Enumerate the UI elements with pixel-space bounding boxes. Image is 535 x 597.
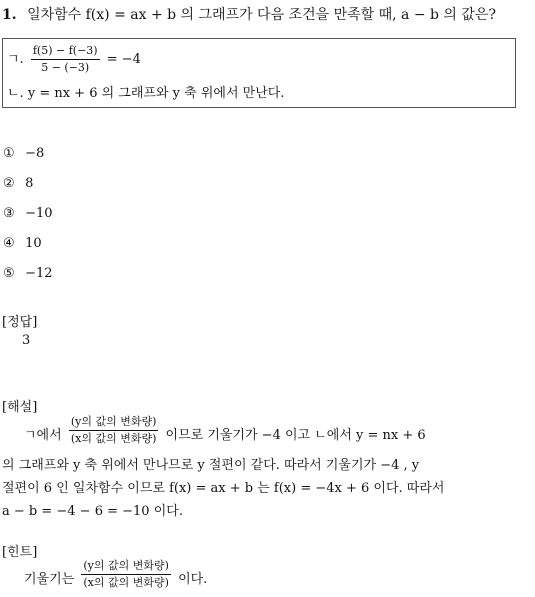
choice-4-value: 10: [25, 236, 42, 251]
choice-3-value: −10: [25, 206, 53, 221]
choice-4-marker: ④: [3, 236, 15, 251]
question-text: 일차함수 f(x) = ax + b 의 그래프가 다음 조건을 만족할 때, a − b 의 값은?: [27, 7, 496, 23]
hint-fraction: [81, 559, 171, 590]
choice-5-value: −12: [25, 266, 53, 281]
condition-1-denominator: 5 − (−3): [41, 61, 90, 74]
hint-label: [힌트]: [2, 545, 38, 560]
answer-value: 3: [22, 333, 31, 348]
choice-1-marker: ①: [3, 146, 15, 161]
hint-line: [24, 559, 207, 597]
choice-5-marker: ⑤: [3, 266, 15, 281]
choice-3[interactable]: [3, 206, 53, 221]
choice-2-marker: ②: [3, 176, 15, 191]
condition-1-marker: ㄱ.: [7, 52, 24, 67]
choice-1-value: −8: [25, 146, 45, 161]
condition-1: [7, 44, 141, 75]
hint-post: 이다.: [178, 572, 208, 587]
condition-2-text: y = nx + 6 의 그래프와 y 축 위에서 만난다.: [27, 86, 285, 101]
choice-2[interactable]: [3, 176, 33, 191]
choice-3-marker: ③: [3, 206, 15, 221]
choice-5[interactable]: [3, 266, 53, 281]
condition-2: [7, 82, 284, 101]
hint-fraction-numerator: (y의 값의 변화량): [81, 559, 171, 575]
condition-2-marker: ㄴ.: [7, 86, 24, 101]
explanation-line-4: a − b = −4 − 6 = −10 이다.: [2, 504, 183, 519]
explanation-line-1-pre: ㄱ에서: [24, 428, 62, 443]
condition-1-rhs: = −4: [106, 52, 141, 67]
condition-1-fraction: [31, 44, 100, 75]
choice-1[interactable]: [3, 146, 44, 161]
condition-1-numerator: f(5) − f(−3): [31, 44, 100, 60]
question-line: [2, 4, 496, 24]
conditions-box: [2, 38, 516, 108]
explanation-line-3: 절편이 6 인 일차함수 이므로 f(x) = ax + b 는 f(x) = −4x + 6 이다. 따라서: [2, 481, 445, 496]
explanation-line-1: [24, 415, 534, 451]
explanation-line-1-post: 이므로 기울기가 −4 이고 ㄴ에서 y = nx + 6: [165, 428, 426, 443]
question-number: 1.: [2, 7, 17, 23]
explanation-line-2: 의 그래프와 y 축 위에서 만나므로 y 절편이 같다. 따라서 기울기가 −4 , y: [2, 458, 420, 473]
hint-pre: 기울기는: [24, 572, 75, 587]
explanation-label: [해설]: [2, 400, 38, 415]
choice-2-value: 8: [25, 176, 34, 191]
choice-4[interactable]: [3, 236, 42, 251]
explanation-fraction: [69, 415, 159, 446]
answer-label: [정답]: [2, 315, 38, 330]
explanation-fraction-numerator: (y의 값의 변화량): [69, 415, 159, 431]
hint-fraction-denominator: (x의 값의 변화량): [83, 576, 169, 589]
explanation-fraction-denominator: (x의 값의 변화량): [70, 432, 157, 445]
